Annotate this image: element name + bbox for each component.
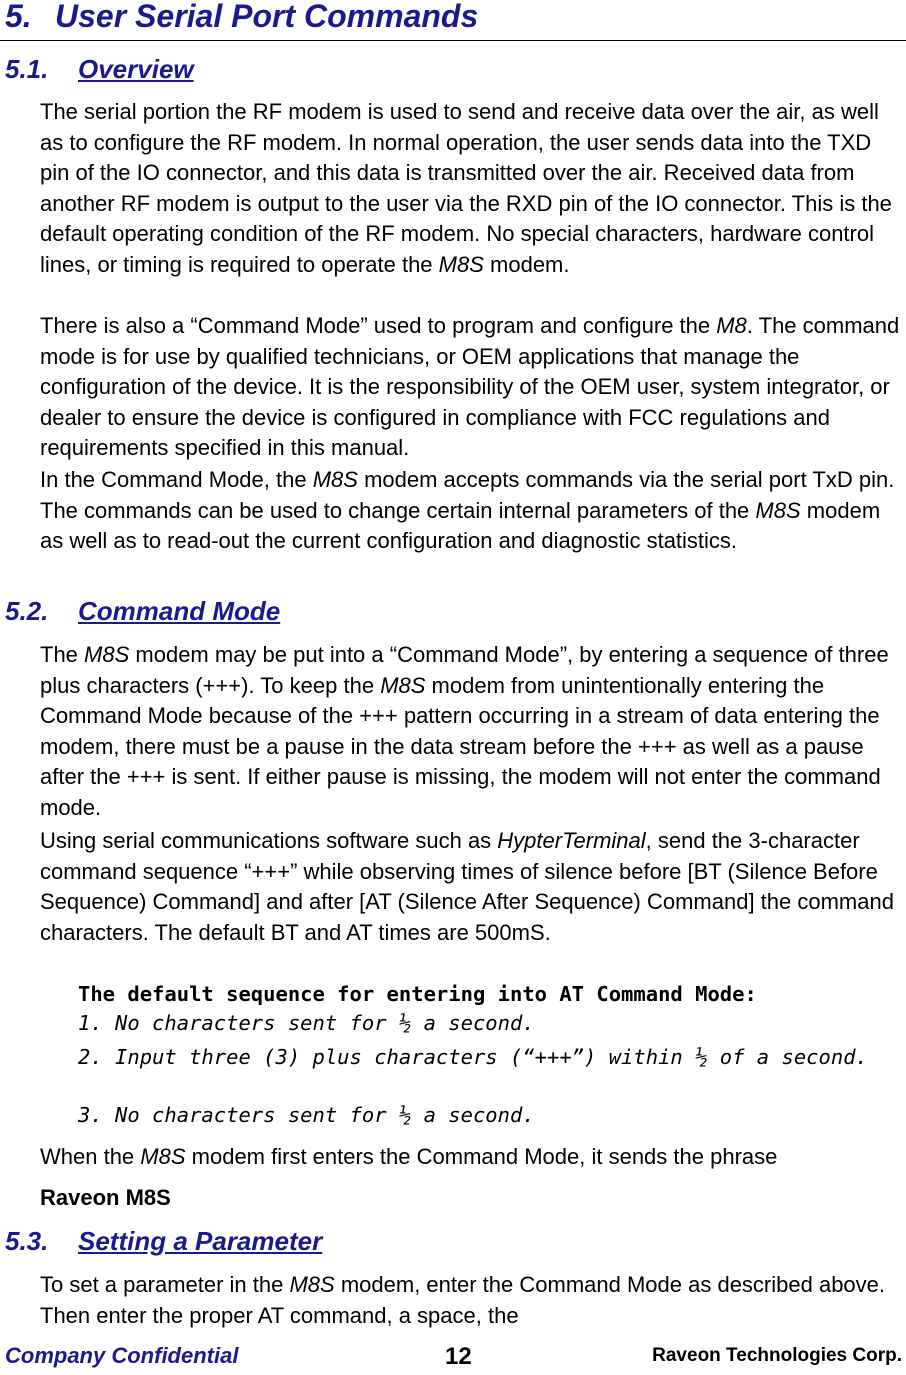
command-mode-phrase: Raveon M8S — [40, 1185, 171, 1210]
section-number: 5.1. — [5, 54, 49, 84]
code-step-3: 3. No characters sent for ½ a second. — [78, 1103, 535, 1127]
section-title: Overview — [78, 54, 194, 84]
chapter-title: User Serial Port Commands — [55, 0, 479, 34]
section-title: Setting a Parameter — [78, 1226, 323, 1256]
chapter-heading — [5, 0, 478, 35]
command-mode-paragraph-2: Using serial communications software such as HypterTerminal, send the 3-character command sequence “+++” while observing times of silence before [BT (Silence Before Sequence) Command] and after [AT (Silence After Sequence) Command] the command characters. The default BT and AT times are 500mS. — [40, 828, 894, 945]
footer-company: Raveon Technologies Corp. — [652, 1345, 902, 1366]
command-mode-paragraph-3: When the M8S modem first enters the Command Mode, it sends the phrase — [40, 1144, 778, 1169]
setting-parameter-paragraph-1: To set a parameter in the M8S modem, enter the Command Mode as described above. Then enter the proper AT command, a space, the — [40, 1272, 886, 1328]
footer-page-number: 12 — [445, 1343, 472, 1370]
section-title: Command Mode — [78, 596, 281, 626]
page-footer — [5, 1343, 902, 1373]
heading-rule — [0, 40, 906, 41]
section-heading-overview — [5, 54, 194, 85]
overview-paragraph-1: The serial portion the RF modem is used to send and receive data over the air, as well as to configure the RF modem. In normal operation, the user sends data into the TXD pin of the IO connector, and this data is transmitted over the air. Received data from another RF modem is output to the user via the RXD pin of the IO connector. This is the default operating condition of the RF modem. No special characters, hardware control lines, or timing is required to operate the M8S modem. — [40, 99, 892, 277]
code-step-2: 2. Input three (3) plus characters (“+++”) within ½ of a second. — [78, 1045, 868, 1069]
section-number: 5.3. — [5, 1226, 49, 1256]
section-heading-command-mode — [5, 596, 280, 627]
footer-confidential: Company Confidential — [5, 1343, 239, 1368]
code-title: The default sequence for entering into AT Command Mode: — [78, 982, 757, 1006]
command-mode-paragraph-1: The M8S modem may be put into a “Command Mode”, by entering a sequence of three plus characters (+++). To keep the M8S modem from unintentionally entering the Command Mode because of the +++ pattern occurring in a stream of data entering the modem, there must be a pause in the data stream before the +++ as well as a pause after the +++ is sent. If either pause is missing, the modem will not enter the command mode. — [40, 642, 889, 820]
chapter-number: 5. — [5, 0, 32, 34]
overview-paragraph-2: There is also a “Command Mode” used to program and configure the M8. The command mode is for use by qualified technicians, or OEM applications that manage the configuration of the device. It is the responsibility of the OEM user, system integrator, or dealer to ensure the device is configured in compliance with FCC regulations and requirements specified in this manual. — [40, 313, 900, 460]
section-number: 5.2. — [5, 596, 49, 626]
overview-paragraph-3: In the Command Mode, the M8S modem accepts commands via the serial port TxD pin. The commands can be used to change certain internal parameters of the M8S modem as well as to read-out the current configuration and diagnostic statistics. — [40, 467, 895, 553]
code-step-1: 1. No characters sent for ½ a second. — [78, 1011, 535, 1035]
section-heading-setting-parameter — [5, 1226, 322, 1257]
